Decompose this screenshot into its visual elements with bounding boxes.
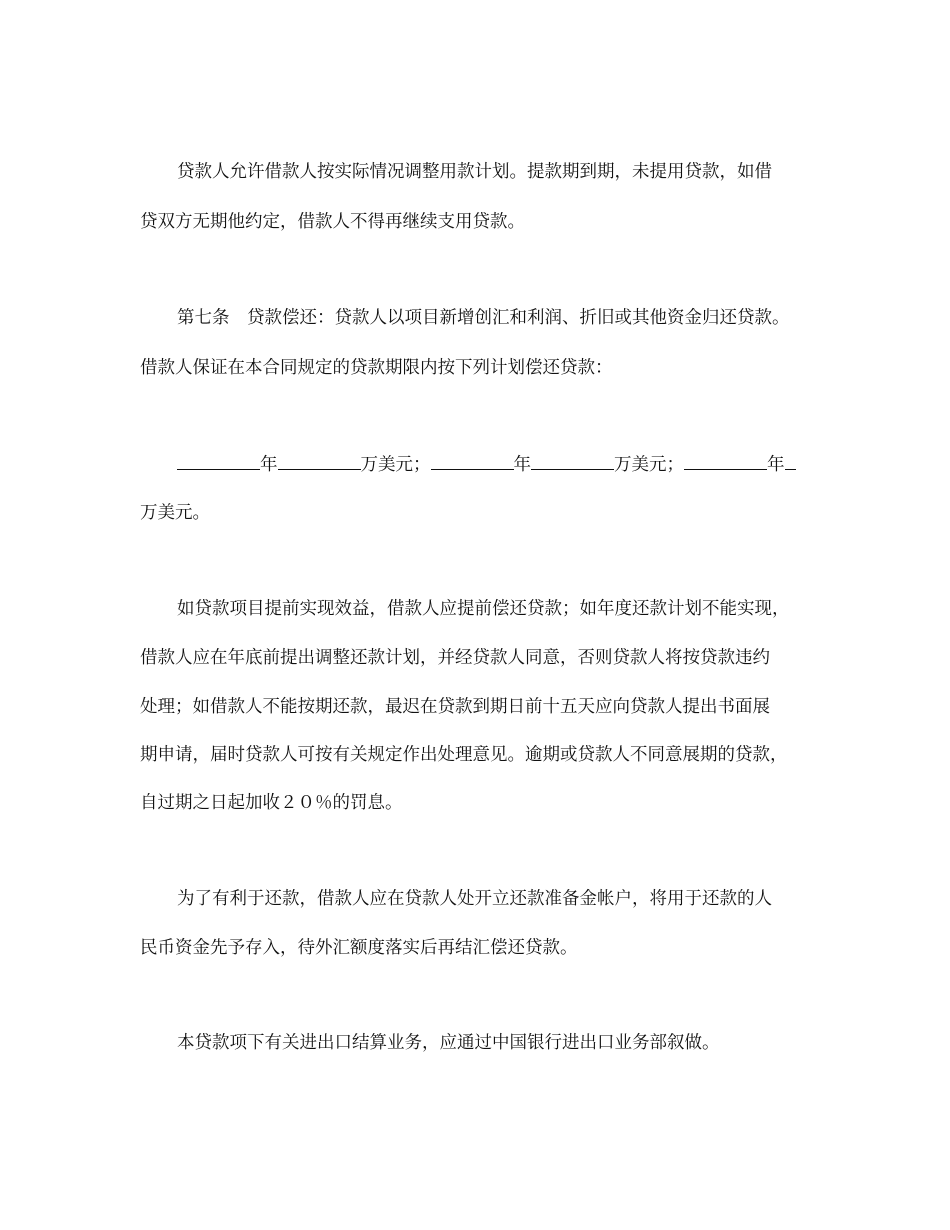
year-blank-1[interactable] — [177, 449, 260, 470]
amount-blank-3[interactable] — [785, 449, 796, 470]
amount-blank-2[interactable] — [531, 449, 614, 470]
year-blank-2[interactable] — [431, 449, 514, 470]
repayment-schedule-line-2: 万美元。 — [140, 503, 210, 523]
amount-blank-1[interactable] — [278, 449, 361, 470]
paragraph-5-line-1: 为了有利于还款，借款人应在贷款人处开立还款准备金帐户，将用于还款的人 — [177, 889, 772, 909]
paragraph-5-line-2: 民币资金先予存入，待外汇额度落实后再结汇偿还贷款。 — [140, 938, 578, 958]
paragraph-1-line-2: 贷双方无期他约定，借款人不得再继续支用贷款。 — [140, 212, 525, 232]
paragraph-1-line-1: 贷款人允许借款人按实际情况调整用款计划。提款期到期，未提用贷款，如借 — [177, 162, 772, 182]
year-label-1: 年 — [260, 455, 278, 475]
year-label-3: 年 — [767, 455, 785, 475]
paragraph-6-line-1: 本贷款项下有关进出口结算业务，应通过中国银行进出口业务部叙做。 — [177, 1033, 720, 1053]
paragraph-4-line-4: 期申请，届时贷款人可按有关规定作出处理意见。逾期或贷款人不同意展期的贷款， — [140, 745, 788, 765]
amount-label-1: 万美元； — [360, 455, 431, 475]
year-label-2: 年 — [513, 455, 531, 475]
repayment-schedule-line-1 — [177, 449, 812, 479]
amount-label-2: 万美元； — [614, 455, 684, 475]
article-7-line-1: 第七条 贷款偿还：贷款人以项目新增创汇和利润、折旧或其他资金归还贷款。 — [177, 308, 790, 328]
article-7-line-2: 借款人保证在本合同规定的贷款期限内按下列计划偿还贷款： — [140, 358, 613, 378]
paragraph-4-line-1: 如贷款项目提前实现效益，借款人应提前偿还贷款；如年度还款计划不能实现， — [177, 599, 790, 619]
paragraph-4-line-3: 处理；如借款人不能按期还款，最迟在贷款到期日前十五天应向贷款人提出书面展 — [140, 697, 770, 717]
year-blank-3[interactable] — [684, 449, 767, 470]
paragraph-4-line-2: 借款人应在年底前提出调整还款计划，并经贷款人同意，否则贷款人将按贷款违约 — [140, 648, 770, 668]
paragraph-4-line-5: 自过期之日起加收２０％的罚息。 — [140, 793, 403, 813]
